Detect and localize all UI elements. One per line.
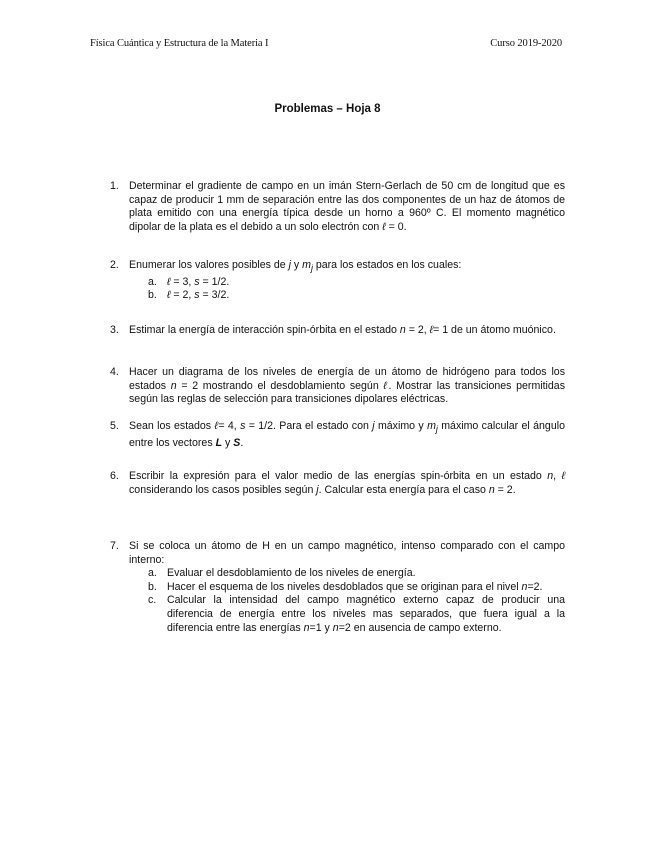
problem-text: Sean los estados ℓ= 4, s = 1/2. Para el estado con j máximo y $m_j$ máximo calcular el ángulo entre los vectores L y S.: [129, 420, 565, 449]
sub-item-a: a. ℓ = 3, s = 1/2.: [148, 275, 230, 288]
problem-text: Determinar el gradiente de campo en un imán Stern-Gerlach de 50 cm de longitud que es capaz de producir 1 mm de separación entre las dos componentes de un haz de átomos de plata emitido con una energía típica desde un horno a 960º C. El momento magnético dipolar de la plata es el debido a un solo electrón con ℓ = 0.: [129, 180, 565, 233]
problem-number: 3.: [110, 324, 119, 336]
problem-text: Hacer un diagrama de los niveles de energía de un átomo de hidrógeno para todos los estados n = 2 mostrando el desdoblamiento según ℓ. Mostrar las transiciones permitidas según las reglas de selección para transiciones dipolares eléctricas.: [129, 366, 565, 406]
sub-item-b: b. Hacer el esquema de los niveles desdoblados que se originan para el nivel n=2.: [148, 580, 543, 593]
problem-number: 7.: [110, 540, 119, 552]
problem-7: [110, 540, 565, 635]
problem-6: [110, 470, 565, 497]
sub-item-b: b. ℓ = 2, s = 3/2.: [148, 289, 230, 302]
course-year: Curso 2019-2020: [490, 38, 562, 49]
course-name: Física Cuántica y Estructura de la Materia I: [90, 38, 269, 49]
problem-number: 2.: [110, 259, 119, 271]
sub-item-c: c. Calcular la intensidad del campo magnético externo capaz de producir una diferencia de energía entre los niveles mas separados, que fuera igual a la diferencia entre las energías n=1 y n=2 en ausencia de campo externo.: [148, 594, 565, 634]
problem-number: 6.: [110, 470, 119, 482]
problem-text: Estimar la energía de interacción spin-órbita en el estado n = 2, ℓ= 1 de un átomo muónico.: [129, 324, 556, 336]
problem-2: [110, 259, 565, 303]
sub-item-a: a. Evaluar el desdoblamiento de los niveles de energía.: [148, 567, 416, 580]
problem-5: [110, 420, 565, 450]
problem-number: 1.: [110, 180, 119, 192]
problem-text: Escribir la expresión para el valor medio de las energías spin-órbita en un estado n, ℓ considerando los casos posibles según j. Calcular esta energía para el caso n = 2.: [129, 470, 565, 496]
problem-4: [110, 366, 565, 407]
problem-number: 5.: [110, 420, 119, 432]
problem-text: Enumerar los valores posibles de j y $m_j$ para los estados en los cuales:: [129, 259, 462, 274]
problem-number: 4.: [110, 366, 119, 378]
problem-text: Si se coloca un átomo de H en un campo magnético, intenso comparado con el campo interno:: [129, 540, 565, 566]
problem-3: [110, 324, 565, 338]
problem-1: [110, 180, 565, 234]
page-title: Problemas – Hoja 8: [274, 103, 381, 115]
